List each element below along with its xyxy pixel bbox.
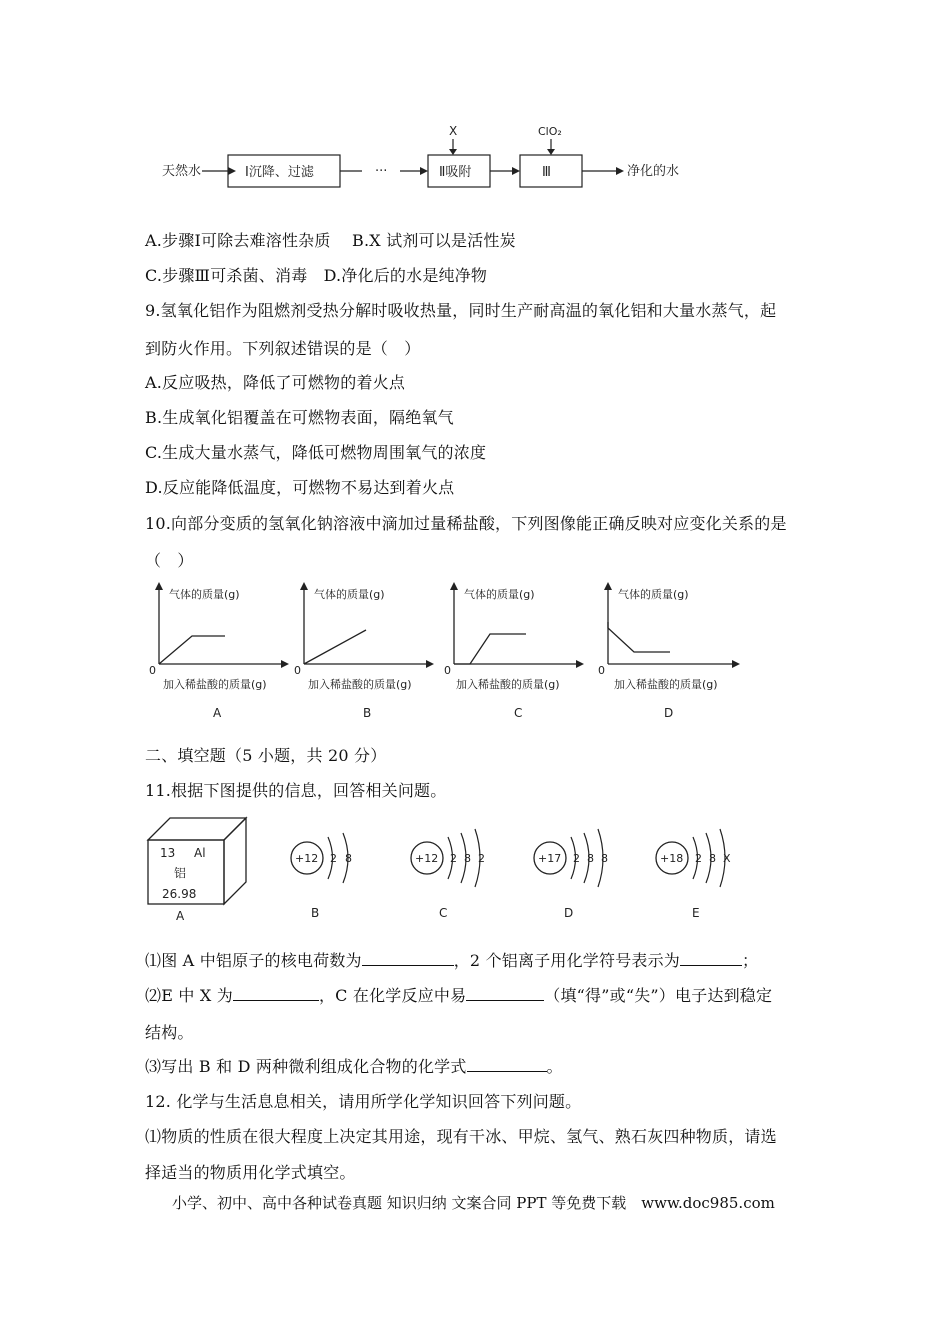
atom-e-shell3: X bbox=[723, 852, 731, 865]
graph-c-xlabel: 加入稀盐酸的质量(g) bbox=[456, 678, 560, 691]
atom-b-shell1: 2 bbox=[330, 852, 337, 865]
step3-label: Ⅲ bbox=[542, 165, 551, 180]
q11-part2-text-a: ⑵E 中 X 为 bbox=[145, 986, 233, 1005]
q9-option-b: B.生成氧化铝覆盖在可燃物表面，隔绝氧气 bbox=[145, 408, 454, 427]
q11-part3-text-b: 。 bbox=[546, 1057, 563, 1076]
q11-blank-2[interactable] bbox=[680, 951, 742, 966]
graph-d-origin: 0 bbox=[598, 664, 605, 677]
q11-part3-text-a: ⑶写出 B 和 D 两种微利组成化合物的化学式 bbox=[145, 1057, 467, 1076]
atom-b-nucleus: +12 bbox=[295, 852, 319, 865]
graph-b-ylabel: 气体的质量(g) bbox=[314, 588, 385, 601]
atom-c-shell1: 2 bbox=[450, 852, 457, 865]
graph-d-label: D bbox=[664, 706, 674, 720]
atom-e-nucleus: +18 bbox=[660, 852, 684, 865]
atom-e-label: E bbox=[692, 906, 700, 920]
flow-input: 天然水 bbox=[162, 164, 202, 179]
reagent-x: X bbox=[449, 124, 458, 138]
q10-graph-d bbox=[594, 580, 746, 725]
flow-dots: ··· bbox=[375, 164, 388, 179]
step1-label: Ⅰ沉降、过滤 bbox=[245, 165, 314, 180]
atom-d-shell1: 2 bbox=[573, 852, 580, 865]
step3-box bbox=[520, 155, 582, 187]
element-symbol: Al bbox=[194, 846, 206, 860]
q10-graph-c bbox=[440, 580, 590, 725]
q10-graph-a bbox=[145, 580, 295, 725]
atom-e-shell1: 2 bbox=[695, 852, 702, 865]
q11-part1 bbox=[145, 948, 758, 971]
graph-d-ylabel: 气体的质量(g) bbox=[618, 588, 689, 601]
q11-part2-end: 结构。 bbox=[145, 1023, 194, 1042]
atom-d-label: D bbox=[564, 906, 574, 920]
element-number: 13 bbox=[160, 846, 176, 860]
q11-atom-d bbox=[528, 825, 628, 925]
q8-options-line2: C.步骤Ⅲ可杀菌、消毒 D.净化后的水是纯净物 bbox=[145, 266, 488, 285]
graph-b-xlabel: 加入稀盐酸的质量(g) bbox=[308, 678, 412, 691]
graph-d-xlabel: 加入稀盐酸的质量(g) bbox=[614, 678, 718, 691]
q12-stem: 12. 化学与生活息息相关，请用所学化学知识回答下列问题。 bbox=[145, 1092, 582, 1111]
q11-part1-text-c: ； bbox=[742, 951, 759, 970]
q11-element-cube bbox=[140, 812, 260, 927]
q9-stem-line1: 9.氢氧化铝作为阻燃剂受热分解时吸收热量，同时生产耐高温的氧化铝和大量水蒸气，起 bbox=[145, 301, 777, 320]
element-mass: 26.98 bbox=[162, 887, 197, 901]
graph-c-ylabel: 气体的质量(g) bbox=[464, 588, 535, 601]
q9-option-a: A.反应吸热，降低了可燃物的着火点 bbox=[145, 373, 406, 392]
q11-part1-text-a: ⑴图 A 中铝原子的核电荷数为 bbox=[145, 951, 362, 970]
q11-blank-4[interactable] bbox=[466, 986, 544, 1001]
graph-a-label: A bbox=[213, 706, 222, 720]
atom-d-shell2: 8 bbox=[587, 852, 594, 865]
section2-heading: 二、填空题（5 小题，共 20 分） bbox=[145, 746, 387, 765]
q11-stem: 11.根据下图提供的信息，回答相关问题。 bbox=[145, 781, 447, 800]
element-name: 铝 bbox=[174, 866, 187, 880]
graph-a-origin: 0 bbox=[149, 664, 156, 677]
q12-part1-line1: ⑴物质的性质在很大程度上决定其用途，现有干冰、甲烷、氢气、熟石灰四种物质，请选 bbox=[145, 1127, 777, 1146]
atom-e-shell2: 8 bbox=[709, 852, 716, 865]
graph-b-label: B bbox=[363, 706, 372, 720]
atom-c-label: C bbox=[439, 906, 448, 920]
q11-atom-b bbox=[285, 825, 375, 925]
graph-c-label: C bbox=[514, 706, 523, 720]
atom-d-shell3: 8 bbox=[601, 852, 608, 865]
water-purification-flow-diagram bbox=[150, 115, 710, 195]
q11-part2 bbox=[145, 983, 772, 1006]
q11-atom-c bbox=[405, 825, 505, 925]
q9-option-d: D.反应能降低温度，可燃物不易达到着火点 bbox=[145, 478, 455, 497]
graph-c-origin: 0 bbox=[444, 664, 451, 677]
q11-part1-text-b: ，2 个铝离子用化学符号表示为 bbox=[453, 951, 681, 970]
graph-a-ylabel: 气体的质量(g) bbox=[169, 588, 240, 601]
step2-label: Ⅱ吸附 bbox=[439, 165, 472, 180]
element-label: A bbox=[176, 909, 185, 923]
q11-part3 bbox=[145, 1054, 563, 1077]
q10-stem-line2: （ ） bbox=[145, 551, 194, 570]
q10-graph-b bbox=[290, 580, 440, 725]
q11-blank-1[interactable] bbox=[362, 951, 454, 966]
q10-stem-line1: 10.向部分变质的氢氧化钠溶液中滴加过量稀盐酸，下列图像能正确反映对应变化关系的是 bbox=[145, 514, 787, 533]
q9-stem-line2: 到防火作用。下列叙述错误的是（ ） bbox=[145, 339, 421, 358]
atom-b-label: B bbox=[311, 906, 320, 920]
atom-c-nucleus: +12 bbox=[415, 852, 439, 865]
atom-b-shell2: 8 bbox=[345, 852, 352, 865]
q11-atom-e bbox=[650, 825, 750, 925]
graph-a-xlabel: 加入稀盐酸的质量(g) bbox=[163, 678, 267, 691]
reagent-clo2: ClO₂ bbox=[538, 125, 562, 138]
atom-d-nucleus: +17 bbox=[538, 852, 562, 865]
q11-part2-text-c: （填“得”或“失”）电子达到稳定 bbox=[544, 986, 773, 1005]
graph-b-origin: 0 bbox=[294, 664, 301, 677]
flow-output: 净化的水 bbox=[627, 164, 680, 179]
page-footer: 小学、初中、高中各种试卷真题 知识归纳 文案合同 PPT 等免费下载 www.doc985.com bbox=[172, 1194, 775, 1212]
q9-option-c: C.生成大量水蒸气，降低可燃物周围氧气的浓度 bbox=[145, 443, 487, 462]
q12-part1-line2: 择适当的物质用化学式填空。 bbox=[145, 1163, 356, 1182]
q11-blank-5[interactable] bbox=[467, 1057, 547, 1072]
q11-part2-text-b: ，C 在化学反应中易 bbox=[318, 986, 467, 1005]
atom-c-shell2: 8 bbox=[464, 852, 471, 865]
atom-c-shell3: 2 bbox=[478, 852, 485, 865]
q11-blank-3[interactable] bbox=[233, 986, 319, 1001]
q8-options-line1: A.步骤Ⅰ可除去难溶性杂质 B.X 试剂可以是活性炭 bbox=[145, 231, 516, 250]
